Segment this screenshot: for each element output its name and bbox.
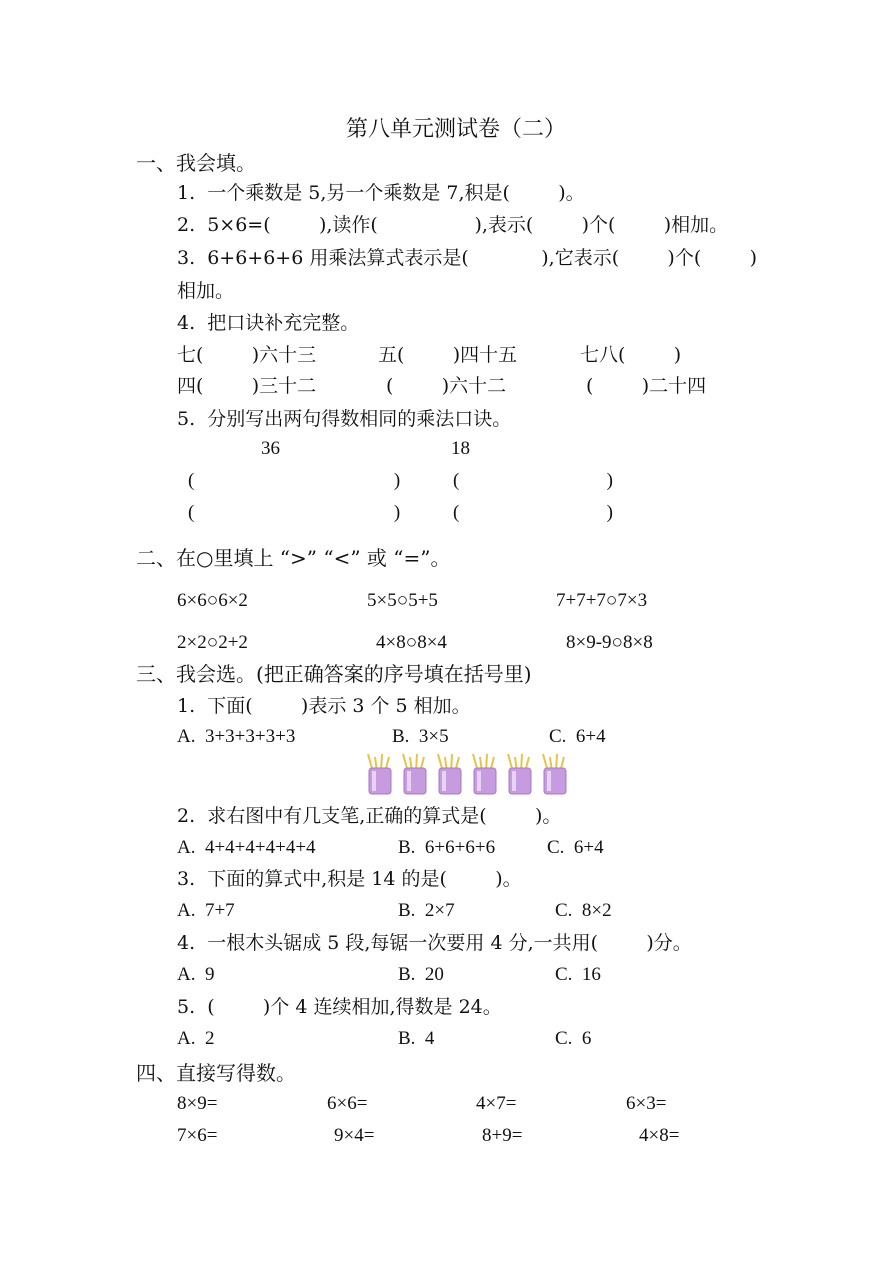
pen-cup	[508, 754, 531, 794]
s1-q5-num-right: 18	[451, 438, 470, 459]
cup-highlight	[407, 771, 411, 791]
s3-q1: 1. 下面( )表示 3 个 5 相加。	[177, 695, 471, 717]
section4-heading: 四、直接写得数。	[136, 1061, 296, 1085]
s3-q3-opt-a: A. 7+7	[177, 900, 235, 921]
s1-q5: 5. 分别写出两句得数相同的乘法口诀。	[177, 408, 512, 430]
section3-heading: 三、我会选。(把正确答案的序号填在括号里)	[136, 662, 532, 686]
s1-q4: 4. 把口诀补充完整。	[177, 312, 360, 334]
s1-q3-line2: 相加。	[177, 280, 235, 302]
cup-highlight	[372, 771, 376, 791]
pen-cups-image	[364, 752, 574, 796]
s1-q5-blank-l2: ( )	[188, 502, 401, 523]
s3-q5-opt-c: C. 6	[555, 1028, 592, 1049]
s1-q4-r2-c3: ( )二十四	[586, 375, 707, 397]
s1-q1: 1. 一个乘数是 5,另一个乘数是 7,积是( )。	[177, 182, 585, 204]
pen-cup	[473, 754, 496, 794]
s1-q4-r2-c1: 四( )三十二	[177, 375, 317, 397]
s4-r2-c2: 9×4=	[334, 1125, 375, 1146]
s2-r2-c2: 4×8○8×4	[376, 632, 447, 653]
s3-q1-opt-b: B. 3×5	[392, 726, 449, 747]
s4-r2-c1: 7×6=	[177, 1125, 218, 1146]
section2-heading: 二、在○里填上 “>” “<” 或 “=”。	[136, 546, 451, 570]
s3-q2-opt-c: C. 6+4	[547, 837, 604, 858]
s4-r2-c3: 8+9=	[482, 1125, 523, 1146]
s3-q5: 5. ( )个 4 连续相加,得数是 24。	[177, 996, 502, 1018]
s4-r2-c4: 4×8=	[639, 1125, 680, 1146]
s1-q4-r1-c3: 七八( )	[580, 344, 682, 366]
s2-r1-c3: 7+7+7○7×3	[556, 590, 648, 611]
s3-q3-opt-c: C. 8×2	[555, 900, 612, 921]
s2-r1-c2: 5×5○5+5	[367, 590, 438, 611]
s3-q3: 3. 下面的算式中,积是 14 的是( )。	[177, 868, 522, 890]
cup-highlight	[512, 771, 516, 791]
cup-highlight	[547, 771, 551, 791]
pen-cup	[403, 754, 426, 794]
s1-q3-line1: 3. 6+6+6+6 用乘法算式表示是( ),它表示( )个( )	[177, 247, 757, 269]
s3-q2: 2. 求右图中有几支笔,正确的算式是( )。	[177, 805, 562, 827]
cup-highlight	[442, 771, 446, 791]
s3-q5-opt-b: B. 4	[398, 1028, 435, 1049]
s1-q5-blank-l1: ( )	[188, 470, 401, 491]
s3-q4-opt-a: A. 9	[177, 964, 215, 985]
s3-q4-opt-b: B. 20	[398, 964, 444, 985]
s1-q5-blank-r1: ( )	[453, 470, 613, 491]
s4-r1-c4: 6×3=	[626, 1093, 667, 1114]
s3-q5-opt-a: A. 2	[177, 1028, 215, 1049]
section1-heading: 一、我会填。	[136, 151, 256, 175]
s3-q3-opt-b: B. 2×7	[398, 900, 455, 921]
pen-cup	[438, 754, 461, 794]
s1-q5-num-left: 36	[261, 438, 280, 459]
s2-r1-c1: 6×6○6×2	[177, 590, 248, 611]
s3-q2-opt-a: A. 4+4+4+4+4+4	[177, 837, 316, 858]
s3-q4-opt-c: C. 16	[555, 964, 601, 985]
s1-q4-r2-c2: ( )六十二	[386, 375, 507, 397]
s3-q1-opt-a: A. 3+3+3+3+3	[177, 726, 296, 747]
s4-r1-c1: 8×9=	[177, 1093, 218, 1114]
s3-q1-opt-c: C. 6+4	[549, 726, 606, 747]
s3-q4: 4. 一根木头锯成 5 段,每锯一次要用 4 分,一共用( )分。	[177, 932, 692, 954]
s4-r1-c2: 6×6=	[327, 1093, 368, 1114]
page-title: 第八单元测试卷（二）	[346, 117, 567, 142]
s1-q5-blank-r2: ( )	[453, 502, 613, 523]
cup-highlight	[477, 771, 481, 791]
pen-cup	[368, 754, 391, 794]
s2-r2-c1: 2×2○2+2	[177, 632, 248, 653]
s1-q4-r1-c1: 七( )六十三	[177, 344, 317, 366]
s1-q4-r1-c2: 五( )四十五	[378, 344, 518, 366]
s2-r2-c3: 8×9-9○8×8	[566, 632, 653, 653]
s4-r1-c3: 4×7=	[476, 1093, 517, 1114]
s3-q2-opt-b: B. 6+6+6+6	[398, 837, 496, 858]
pen-cup	[543, 754, 566, 794]
s1-q2: 2. 5×6=( ),读作( ),表示( )个( )相加。	[177, 214, 729, 236]
